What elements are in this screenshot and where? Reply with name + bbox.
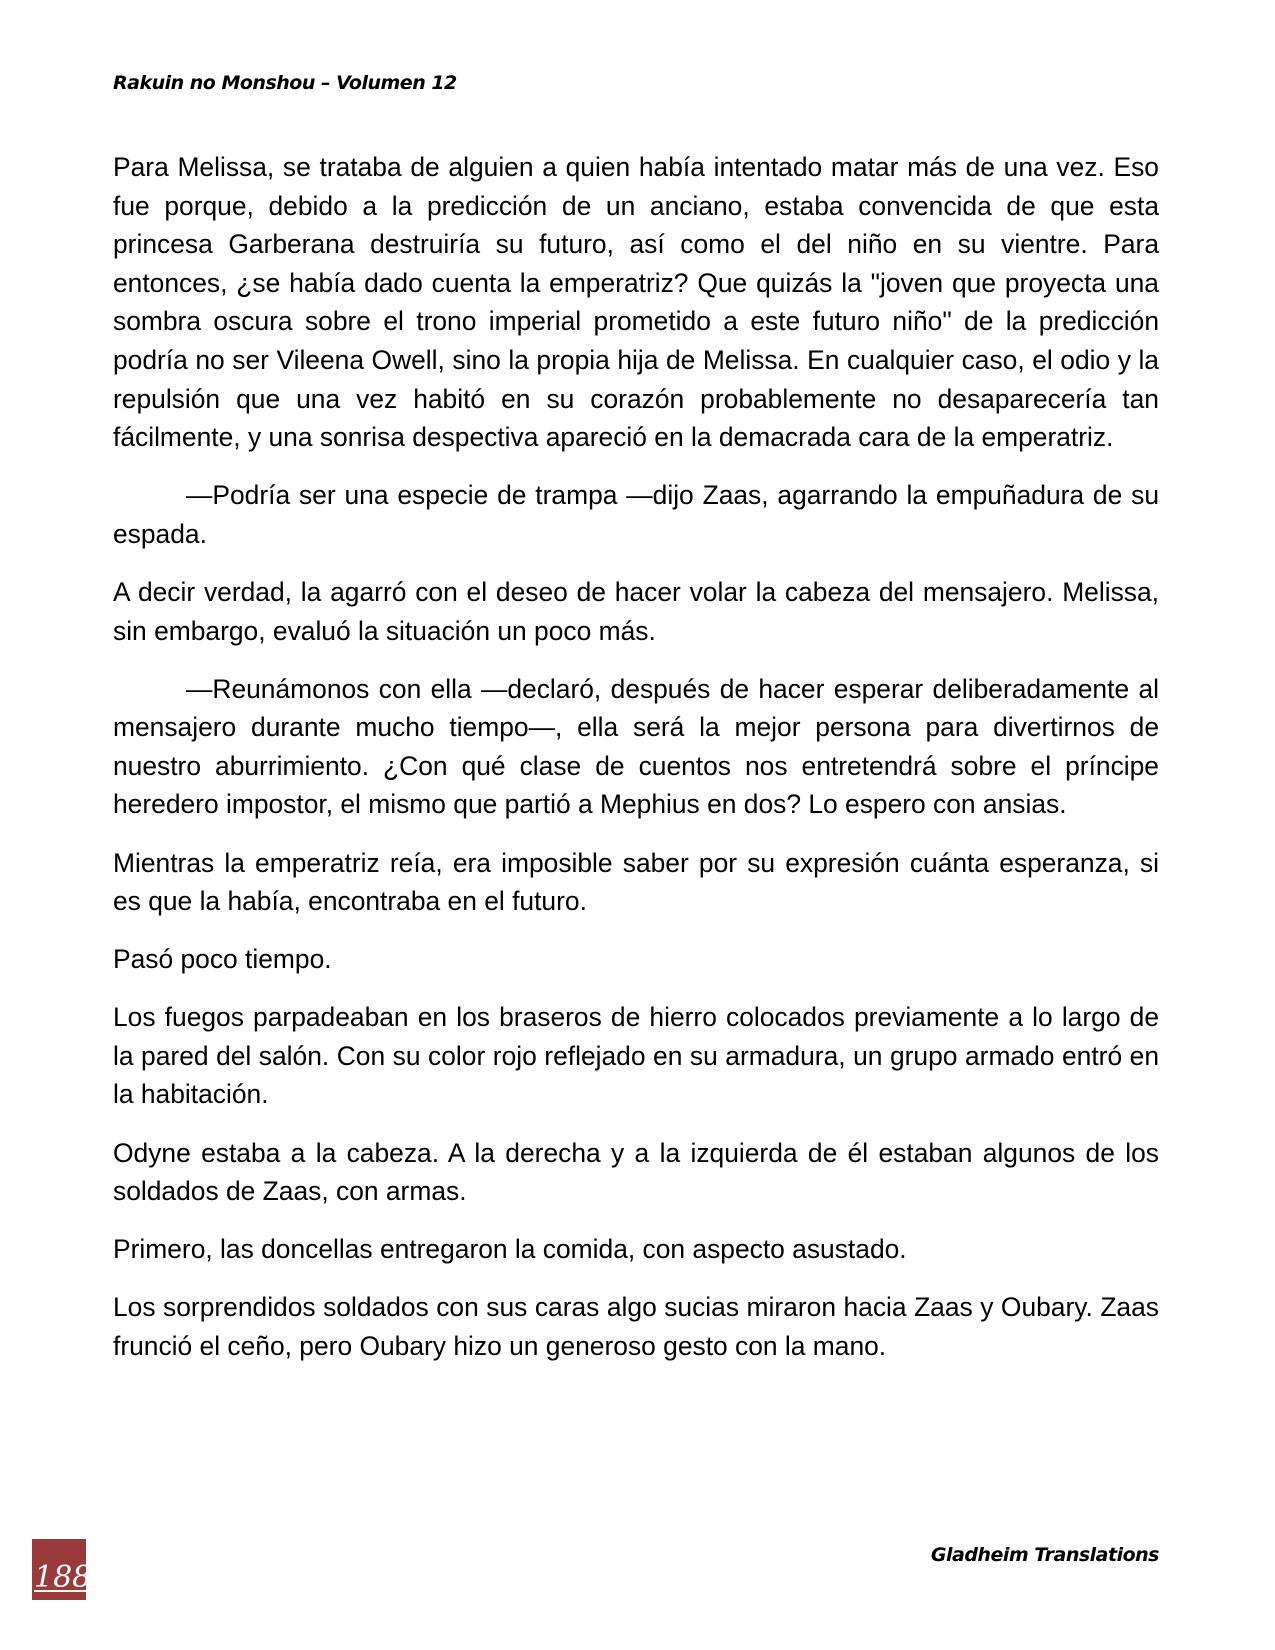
paragraph: Primero, las doncellas entregaron la comida, con aspecto asustado. [113, 1234, 907, 1265]
page-number: 188 [34, 1560, 92, 1595]
paragraph: Los fuegos parpadeaban en los braseros de hierro colocados previamente a lo largo de la pared del salón. Con su color rojo reflejado en su armadura, un grupo armado entró en la habitación. [113, 1002, 1159, 1110]
paragraph: Pasó poco tiempo. [113, 944, 332, 975]
body-text [113, 148, 1159, 1385]
paragraph-dialogue: —Podría ser una especie de trampa —dijo Zaas, agarrando la empuñadura de su espada. [113, 480, 1159, 549]
paragraph: Odyne estaba a la cabeza. A la derecha y a la izquierda de él estaban algunos de los soldados de Zaas, con armas. [113, 1137, 1159, 1207]
footer-credit: Gladheim Translations [930, 1544, 1159, 1566]
paragraph: Para Melissa, se trataba de alguien a quien había intentado matar más de una vez. Eso fue porque, debido a la predicción de un anciano, estaba convencida de que esta princesa Garberana destruiría su futuro, así como el del niño en su vientre. Para entonces, ¿se había dado cuenta la emperatriz? Que quizás la "joven que proyecta una sombra oscura sobre el trono imperial prometido a este futuro niño" de la predicción podría no ser Vileena Owell, sino la propia hija de Melissa. En cualquier caso, el odio y la repulsión que una vez habitó en su corazón probablemente no desaparecería tan fácilmente, y una sonrisa despectiva apareció en la demacrada cara de la emperatriz. [113, 152, 1159, 453]
running-header-title: Rakuin no Monshou – Volumen 12 [113, 72, 457, 94]
paragraph: Los sorprendidos soldados con sus caras algo sucias miraron hacia Zaas y Oubary. Zaas frunció el ceño, pero Oubary hizo un generoso gesto con la mano. [113, 1292, 1159, 1361]
paragraph-dialogue: —Reunámonos con ella —declaró, después de hacer esperar deliberadamente al mensajero durante mucho tiempo—, ella será la mejor persona para divertirnos de nuestro aburrimiento. ¿Con qué clase de cuentos nos entretendrá sobre el príncipe heredero impostor, el mismo que partió a Mephius en dos? Lo espero con ansias. [113, 673, 1159, 820]
paragraph: A decir verdad, la agarró con el deseo de hacer volar la cabeza del mensajero. Melissa, sin embargo, evaluó la situación un poco más. [113, 576, 1159, 646]
paragraph: Mientras la emperatriz reía, era imposible saber por su expresión cuánta esperanza, si es que la había, encontraba en el futuro. [113, 847, 1159, 917]
